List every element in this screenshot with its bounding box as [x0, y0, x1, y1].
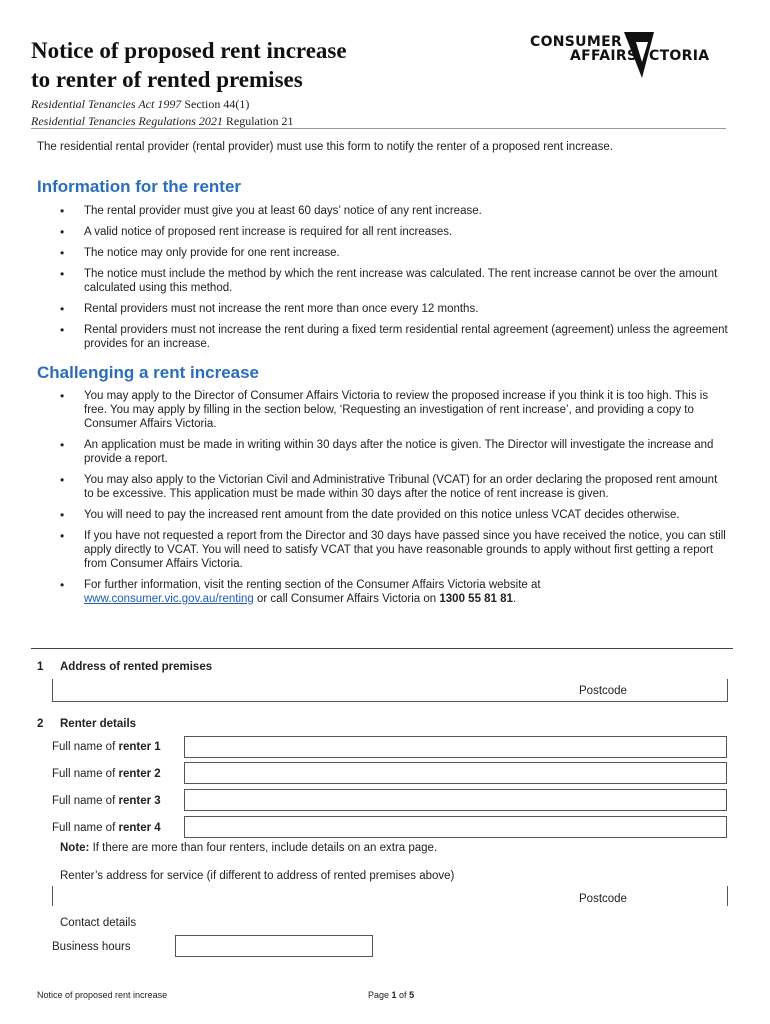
renter-4-name-input[interactable] — [184, 816, 727, 838]
info-heading: Information for the renter — [37, 177, 242, 196]
service-postcode-label: Postcode — [579, 893, 627, 905]
section-2-title: Renter details — [60, 718, 137, 730]
page-title — [31, 36, 347, 94]
postcode-label: Postcode — [579, 685, 627, 697]
renters-note: Note: If there are more than four renters, include details on an extra page. — [60, 842, 438, 854]
header-divider — [31, 128, 726, 129]
list-item: • If you have not requested a report from the Director and 30 days have passed since you have received the notice, you can still apply directly to VCAT. You will need to satisfy VCAT that you have reasonable grounds to apply without first getting a report from Consumer Affairs Victoria. — [60, 529, 730, 571]
section-1-number: 1 — [37, 661, 44, 673]
list-item: • You may apply to the Director of Consumer Affairs Victoria to review the proposed increase if you think it is too high. This is free. You may apply by filling in the section below, ‘Requesting an investigation of rent increase’, and providing a copy to Consumer Affairs Victoria. — [60, 389, 730, 431]
renter-3-name-input[interactable] — [184, 789, 727, 811]
list-item: • An application must be made in writing within 30 days after the notice is given. The Director will investigate the increase and provide a report. — [60, 438, 730, 466]
list-item: • The notice must include the method by which the rent increase was calculated. The rent increase cannot be over the amount calculated using this method. — [60, 267, 730, 295]
business-hours-input[interactable] — [175, 935, 373, 957]
logo-text-consumer: CONSUMER — [530, 34, 623, 50]
consumer-affairs-victoria-logo — [530, 34, 730, 84]
title-line-2: to renter of rented premises — [31, 67, 303, 92]
logo-text-victoria: CTORIA — [649, 48, 710, 64]
act-reference: Residential Tenancies Act 1997 Section 44(1) — [31, 97, 250, 111]
renter-3-label: Full name of renter 3 — [52, 795, 161, 807]
list-item: • Rental providers must not increase the rent more than once every 12 months. — [60, 302, 730, 316]
renter-1-name-input[interactable] — [184, 736, 727, 758]
section-divider — [31, 648, 733, 649]
logo-text-affairs: AFFAIRS — [570, 48, 638, 64]
list-item: • You may also apply to the Victorian Civil and Administrative Tribunal (VCAT) for an order declaring the proposed rent amount to be excessive. This application must be made within 30 days after the notice of rent increase is given. — [60, 473, 730, 501]
challenge-list — [60, 389, 730, 613]
renter-1-label: Full name of renter 1 — [52, 741, 161, 753]
regulation-reference: Residential Tenancies Regulations 2021 Regulation 21 — [31, 114, 294, 128]
business-hours-label: Business hours — [52, 941, 131, 953]
list-item: • The rental provider must give you at least 60 days’ notice of any rent increase. — [60, 204, 730, 218]
section-1-title: Address of rented premises — [60, 661, 213, 673]
renter-2-name-input[interactable] — [184, 762, 727, 784]
service-address-label: Renter’s address for service (if different to address of rented premises above) — [60, 870, 455, 882]
renting-website-link[interactable]: www.consumer.vic.gov.au/renting — [84, 593, 254, 605]
phone-number: 1300 55 81 81 — [439, 593, 513, 605]
section-2-number: 2 — [37, 718, 44, 730]
page-number: Page 1 of 5 — [368, 990, 415, 1000]
list-item: • The notice may only provide for one rent increase. — [60, 246, 730, 260]
contact-details-label: Contact details — [60, 917, 137, 929]
footer-title: Notice of proposed rent increase — [37, 990, 168, 1000]
list-item: • For further information, visit the renting section of the Consumer Affairs Victoria website at www.consumer.vic.gov.au/renting or call Consumer Affairs Victoria on 1300 55 81 81. — [60, 578, 730, 606]
intro-text: The residential rental provider (rental provider) must use this form to notify the renter of a proposed rent increase. — [37, 141, 613, 153]
renter-4-label: Full name of renter 4 — [52, 822, 161, 834]
title-line-1: Notice of proposed rent increase — [31, 38, 347, 63]
renter-2-label: Full name of renter 2 — [52, 768, 161, 780]
challenge-heading: Challenging a rent increase — [37, 363, 260, 382]
list-item: • You will need to pay the increased rent amount from the date provided on this notice unless VCAT decides otherwise. — [60, 508, 730, 522]
list-item: • A valid notice of proposed rent increase is required for all rent increases. — [60, 225, 730, 239]
info-list — [60, 204, 730, 358]
list-item: • Rental providers must not increase the rent during a fixed term residential rental agreement (agreement) unless the agreement provides for an increase. — [60, 323, 730, 351]
